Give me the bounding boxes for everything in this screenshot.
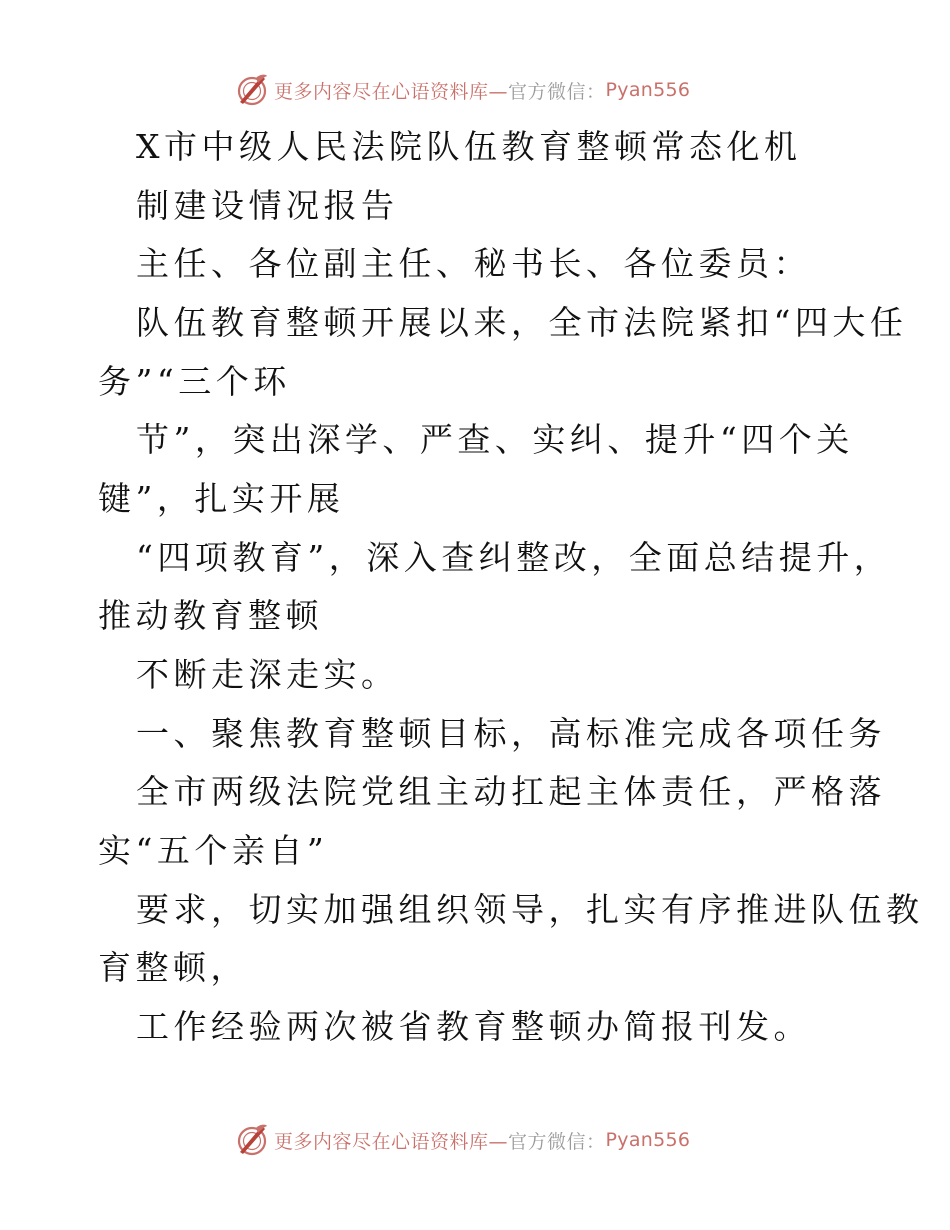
- body-line: 队伍教育整顿开展以来，全市法院紧扣“四大任: [136, 303, 908, 342]
- footer-watermark: [0, 1120, 950, 1160]
- header-watermark: [0, 70, 950, 110]
- watermark-wechat-label: 官方微信：: [508, 80, 606, 103]
- body-line: 全市两级法院党组主动扛起主体责任，严格落: [136, 772, 886, 811]
- salutation: 主任、各位副主任、秘书长、各位委员：: [136, 244, 811, 283]
- body-line: “四项教育”，深入查纠整改，全面总结提升，: [136, 538, 892, 577]
- watermark-site-text: 更多内容尽在心语资料库—: [274, 1130, 509, 1153]
- body-line: 工作经验两次被省教育整顿办简报刊发。: [136, 1007, 811, 1046]
- body-line: 务”“三个环: [98, 362, 291, 401]
- body-line: 键”，扎实开展: [98, 479, 345, 518]
- watermark-wechat-id: Pyan556: [605, 79, 691, 101]
- document-title-line-1: X市中级人民法院队伍教育整顿常态化机: [136, 127, 802, 166]
- quill-pen-seal-icon: [234, 72, 270, 108]
- watermark-wechat-id: Pyan556: [605, 1129, 691, 1151]
- body-line: 节”，突出深学、严查、实纠、提升“四个关: [136, 420, 854, 459]
- watermark-site-text: 更多内容尽在心语资料库—: [274, 80, 509, 103]
- quill-pen-seal-icon: [234, 1122, 270, 1158]
- body-line: 推动教育整顿: [98, 596, 323, 635]
- watermark-wechat-label: 官方微信：: [508, 1130, 606, 1153]
- document-title-line-2: 制建设情况报告: [136, 186, 399, 225]
- section-heading: 一、聚焦教育整顿目标，高标准完成各项任务: [136, 714, 886, 753]
- body-line: 不断走深走实。: [136, 655, 399, 694]
- body-line: 实“五个亲自”: [98, 831, 329, 870]
- body-line: 要求，切实加强组织领导，扎实有序推进队伍教: [136, 890, 924, 929]
- body-line: 育整顿，: [98, 948, 248, 987]
